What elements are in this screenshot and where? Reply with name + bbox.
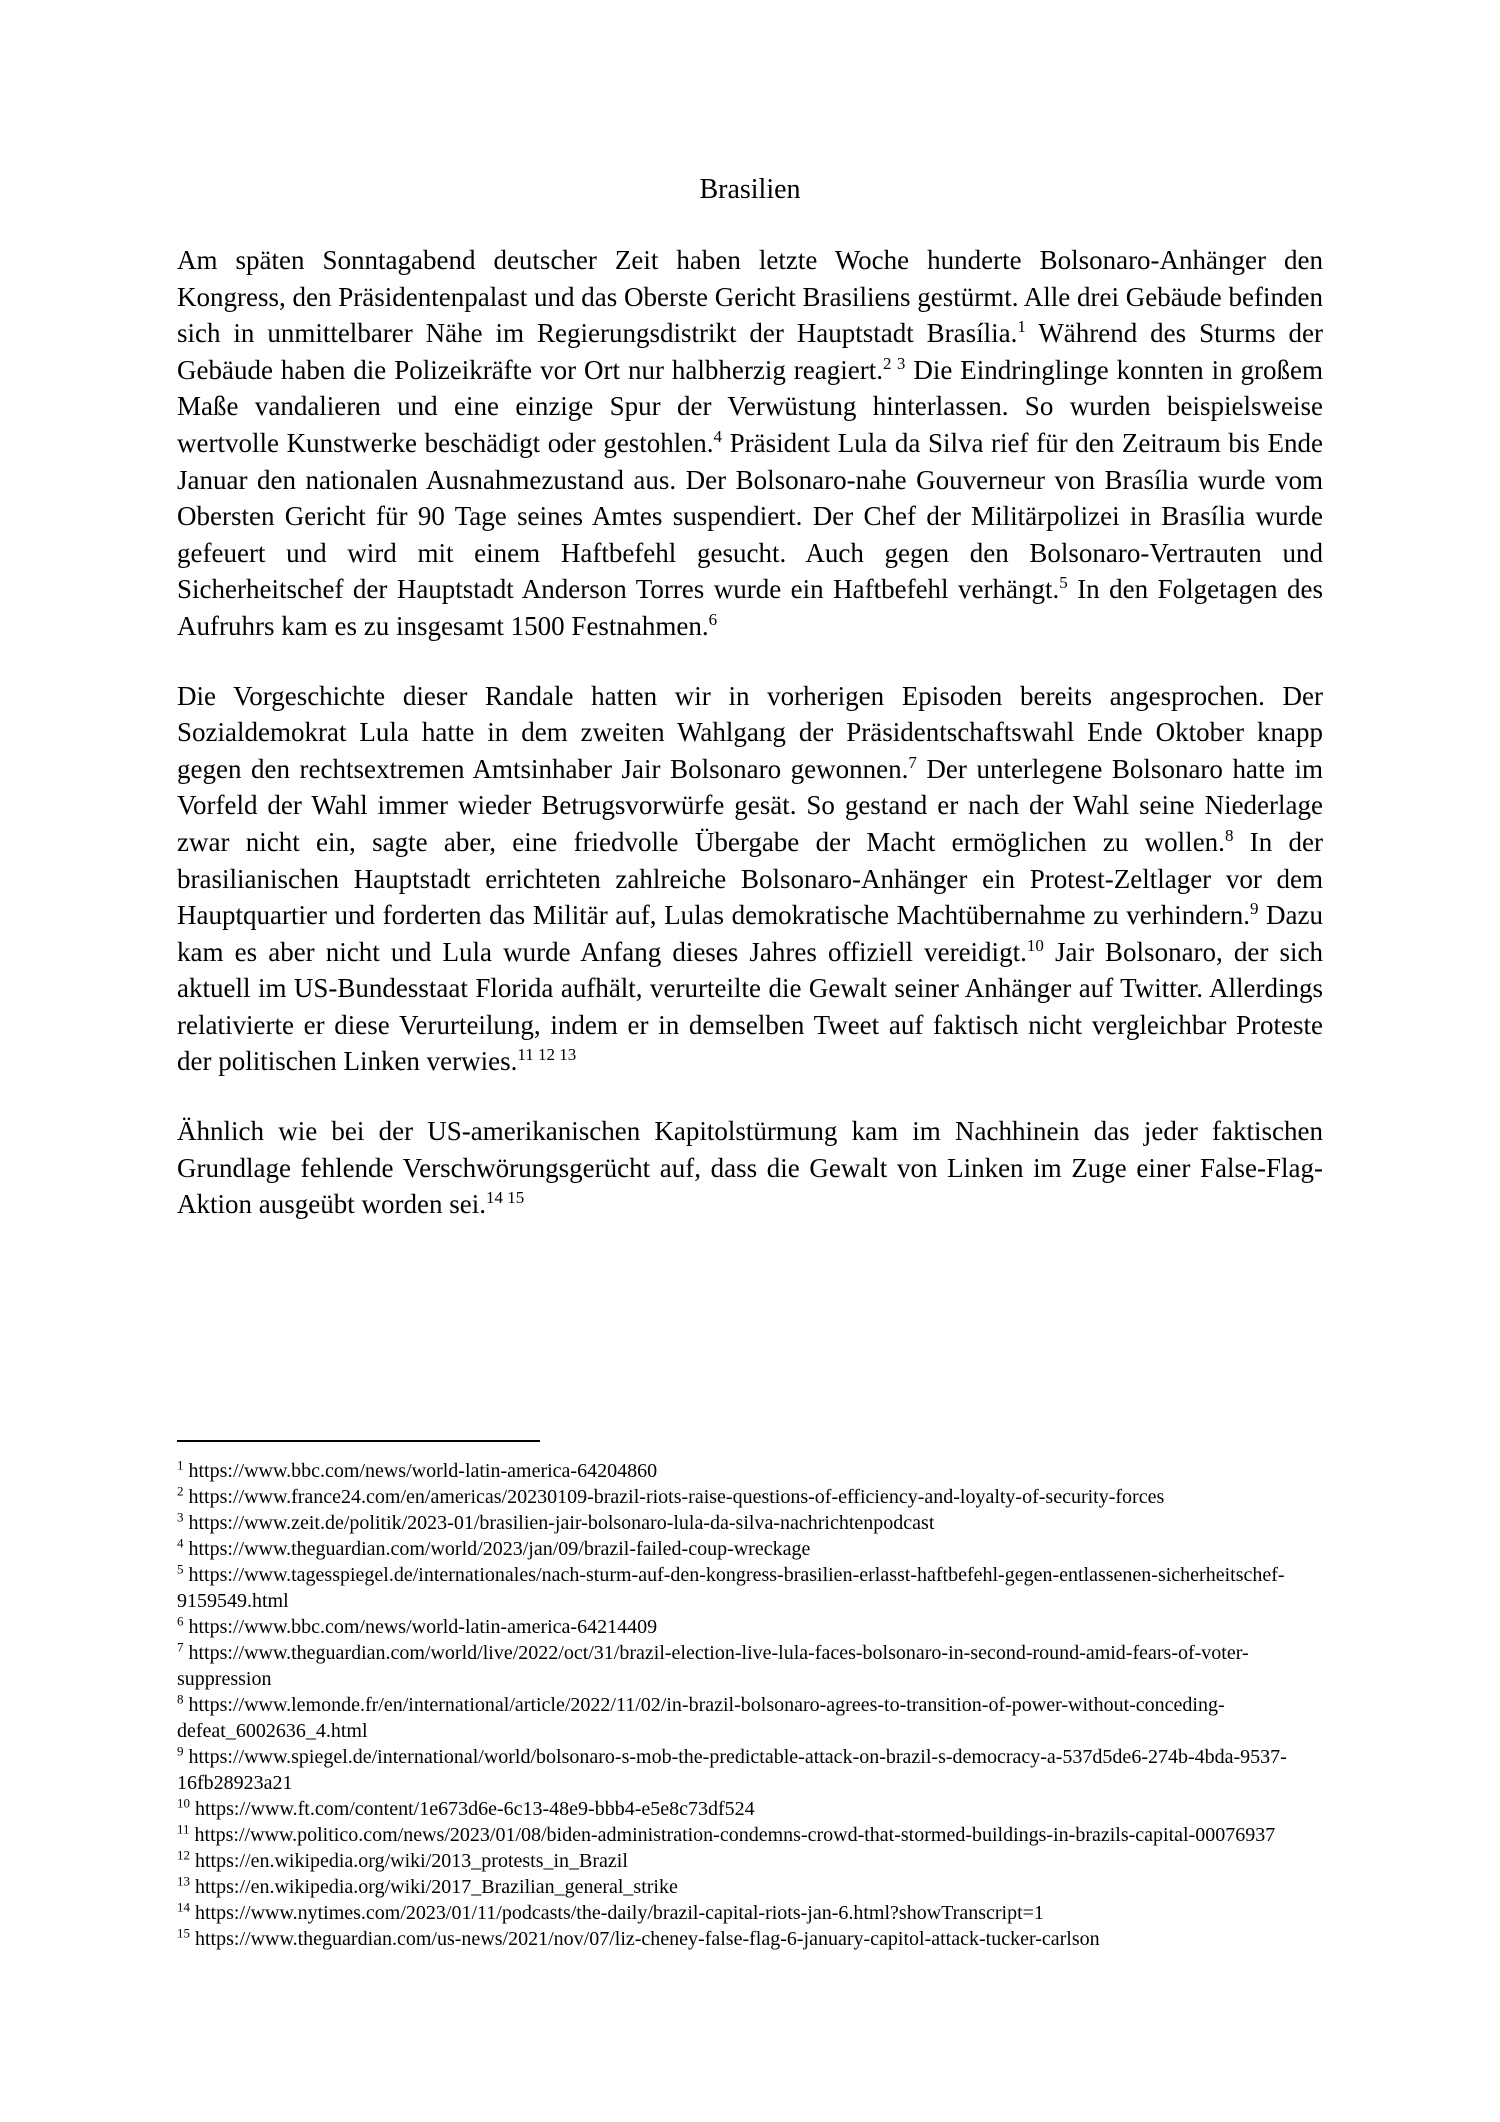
document-content (177, 170, 1323, 1256)
footnote-item (177, 1562, 1323, 1614)
footnote-url: https://en.wikipedia.org/wiki/2017_Brazilian_general_strike (190, 1876, 678, 1898)
footnote-url: https://www.spiegel.de/international/world/bolsonaro-s-mob-the-predictable-attack-on-brazil-s-democracy-a-537d5de6-274b-4bda-9537-16fb28923a21 (177, 1746, 1287, 1794)
footnote-item (177, 1510, 1323, 1536)
footnote-number: 4 (177, 1535, 184, 1551)
footnote-ref: 7 (908, 752, 917, 772)
body-paragraphs (177, 242, 1323, 1223)
footnote-list (177, 1458, 1323, 1952)
footnote-ref: 6 (708, 609, 718, 629)
footnote-ref: 8 (1224, 825, 1234, 845)
footnote-url: https://www.theguardian.com/world/live/2022/oct/31/brazil-election-live-lula-faces-bolsonaro-in-second-round-amid-fears-of-voter-suppression (177, 1642, 1249, 1690)
footnote-item (177, 1744, 1323, 1796)
footnote-url: https://www.lemonde.fr/en/international/article/2022/11/02/in-brazil-bolsonaro-agrees-to-transition-of-power-without-conceding-defeat_6002636_4.html (177, 1694, 1225, 1742)
footnote-ref: 14 15 (485, 1188, 525, 1208)
footnote-number: 3 (177, 1509, 184, 1525)
footnote-ref: 10 (1026, 935, 1044, 955)
footnote-item (177, 1484, 1323, 1510)
footnote-ref: 2 3 (882, 353, 906, 373)
footnote-url: https://www.bbc.com/news/world-latin-america-64214409 (183, 1616, 658, 1638)
footnote-url: https://www.tagesspiegel.de/internationales/nach-sturm-auf-den-kongress-brasilien-erlasst-haftbefehl-gegen-entlassenen-sicherheitschef-9159549.html (177, 1564, 1285, 1612)
footnote-number: 13 (177, 1873, 190, 1889)
footnote-number: 2 (177, 1483, 184, 1499)
footnote-ref: 5 (1059, 573, 1068, 593)
footnote-number: 11 (177, 1821, 190, 1837)
footnote-number: 8 (177, 1691, 184, 1707)
footnote-number: 12 (177, 1847, 190, 1863)
footnote-item (177, 1458, 1323, 1484)
footnote-number: 10 (177, 1795, 190, 1811)
footnote-item (177, 1796, 1323, 1822)
footnote-url: https://www.politico.com/news/2023/01/08/biden-administration-condemns-crowd-that-stormed-buildings-in-brazils-capital-00076937 (189, 1824, 1276, 1846)
footnote-number: 14 (177, 1899, 190, 1915)
footnote-ref: 4 (713, 426, 723, 446)
footnote-ref: 1 (1017, 317, 1026, 337)
footnote-item (177, 1874, 1323, 1900)
footnote-number: 9 (177, 1743, 184, 1759)
footnote-item (177, 1900, 1323, 1926)
footnote-url: https://www.france24.com/en/americas/20230109-brazil-riots-raise-questions-of-efficiency-and-loyalty-of-security-forces (183, 1486, 1165, 1508)
paragraph: Am späten Sonntagabend deutscher Zeit haben letzte Woche hunderte Bolsonaro-Anhänger den Kongress, den Präsidentenpalast und das Oberste Gericht Brasiliens gestürmt. Alle drei Gebäude befinden sich in unmittelbarer Nähe im Regierungsdistrikt der Hauptstadt Brasília.$^1$ Während des Sturms der Gebäude haben die Polizeikräfte vor Ort nur halbherzig reagiert.$^{2 3}$ Die Eindringlinge konnten in großem Maße vandalieren und eine einzige Spur der Verwüstung hinterlassen. So wurden beispielsweise wertvolle Kunstwerke beschädigt oder gestohlen.$^4$ Präsident Lula da Silva rief für den Zeitraum bis Ende Januar den nationalen Ausnahmezustand aus. Der Bolsonaro-nahe Gouverneur von Brasília wurde vom Obersten Gericht für 90 Tage seines Amtes suspendiert. Der Chef der Militärpolizei in Brasília wurde gefeuert und wird mit einem Haftbefehl gesucht. Auch gegen den Bolsonaro-Vertrauten und Sicherheitschef der Hauptstadt Anderson Torres wurde ein Haftbefehl verhängt.$^5$ In den Folgetagen des Aufruhrs kam es zu insgesamt 1500 Festnahmen.$^6$ (177, 245, 1323, 641)
footnote-url: https://www.zeit.de/politik/2023-01/brasilien-jair-bolsonaro-lula-da-silva-nachrichtenpodcast (183, 1512, 935, 1534)
footnote-number: 15 (177, 1925, 190, 1941)
footnotes-section (177, 1440, 1323, 1952)
footnote-number: 5 (177, 1561, 184, 1577)
footnote-item (177, 1848, 1323, 1874)
footnote-url: https://www.nytimes.com/2023/01/11/podcasts/the-daily/brazil-capital-riots-jan-6.html?showTranscript=1 (190, 1902, 1044, 1924)
footnote-separator (177, 1440, 540, 1442)
footnote-item (177, 1614, 1323, 1640)
footnote-url: https://www.theguardian.com/world/2023/jan/09/brazil-failed-coup-wreckage (183, 1538, 811, 1560)
footnote-item (177, 1692, 1323, 1744)
paragraph: Die Vorgeschichte dieser Randale hatten wir in vorherigen Episoden bereits angesprochen. Der Sozialdemokrat Lula hatte in dem zweiten Wahlgang der Präsidentschaftswahl Ende Oktober knapp gegen den rechtsextremen Amtsinhaber Jair Bolsonaro gewonnen.$^7$ Der unterlegene Bolsonaro hatte im Vorfeld der Wahl immer wieder Betrugsvorwürfe gesät. So gestand er nach der Wahl seine Niederlage zwar nicht ein, sagte aber, eine friedvolle Übergabe der Macht ermöglichen zu wollen.$^8$ In der brasilianischen Hauptstadt errichteten zahlreiche Bolsonaro-Anhänger ein Protest-Zeltlager vor dem Hauptquartier und forderten das Militär auf, Lulas demokratische Machtübernahme zu verhindern.$^9$ Dazu kam es aber nicht und Lula wurde Anfang dieses Jahres offiziell vereidigt.$^{10}$ Jair Bolsonaro, der sich aktuell im US-Bundesstaat Florida aufhält, verurteilte die Gewalt seiner Anhänger auf Twitter. Allerdings relativierte er diese Verurteilung, indem er in demselben Tweet auf faktisch nicht vergleichbar Proteste der politischen Linken verwies.$^{11 12 13}$ (177, 680, 1324, 1077)
footnote-item (177, 1926, 1323, 1952)
footnote-url: https://en.wikipedia.org/wiki/2013_protests_in_Brazil (190, 1850, 628, 1872)
footnote-ref: 9 (1249, 899, 1259, 919)
footnote-item (177, 1536, 1323, 1562)
footnote-ref: 11 12 13 (517, 1045, 577, 1065)
page-title: Brasilien (699, 174, 801, 205)
footnote-item (177, 1822, 1323, 1848)
footnote-item (177, 1640, 1323, 1692)
footnote-number: 6 (177, 1613, 184, 1629)
footnote-number: 7 (177, 1639, 184, 1655)
paragraph: Ähnlich wie bei der US-amerikanischen Kapitolstürmung kam im Nachhinein das jeder faktischen Grundlage fehlende Verschwörungsgerücht auf, dass die Gewalt von Linken im Zuge einer False-Flag-Aktion ausgeübt worden sei.$^{14 15}$ (177, 1116, 1323, 1220)
footnote-url: https://www.bbc.com/news/world-latin-america-64204860 (183, 1460, 658, 1482)
footnote-url: https://www.theguardian.com/us-news/2021/nov/07/liz-cheney-false-flag-6-january-capitol-attack-tucker-carlson (190, 1928, 1100, 1950)
footnote-number: 1 (177, 1457, 184, 1473)
footnote-url: https://www.ft.com/content/1e673d6e-6c13-48e9-bbb4-e5e8c73df524 (190, 1798, 755, 1820)
